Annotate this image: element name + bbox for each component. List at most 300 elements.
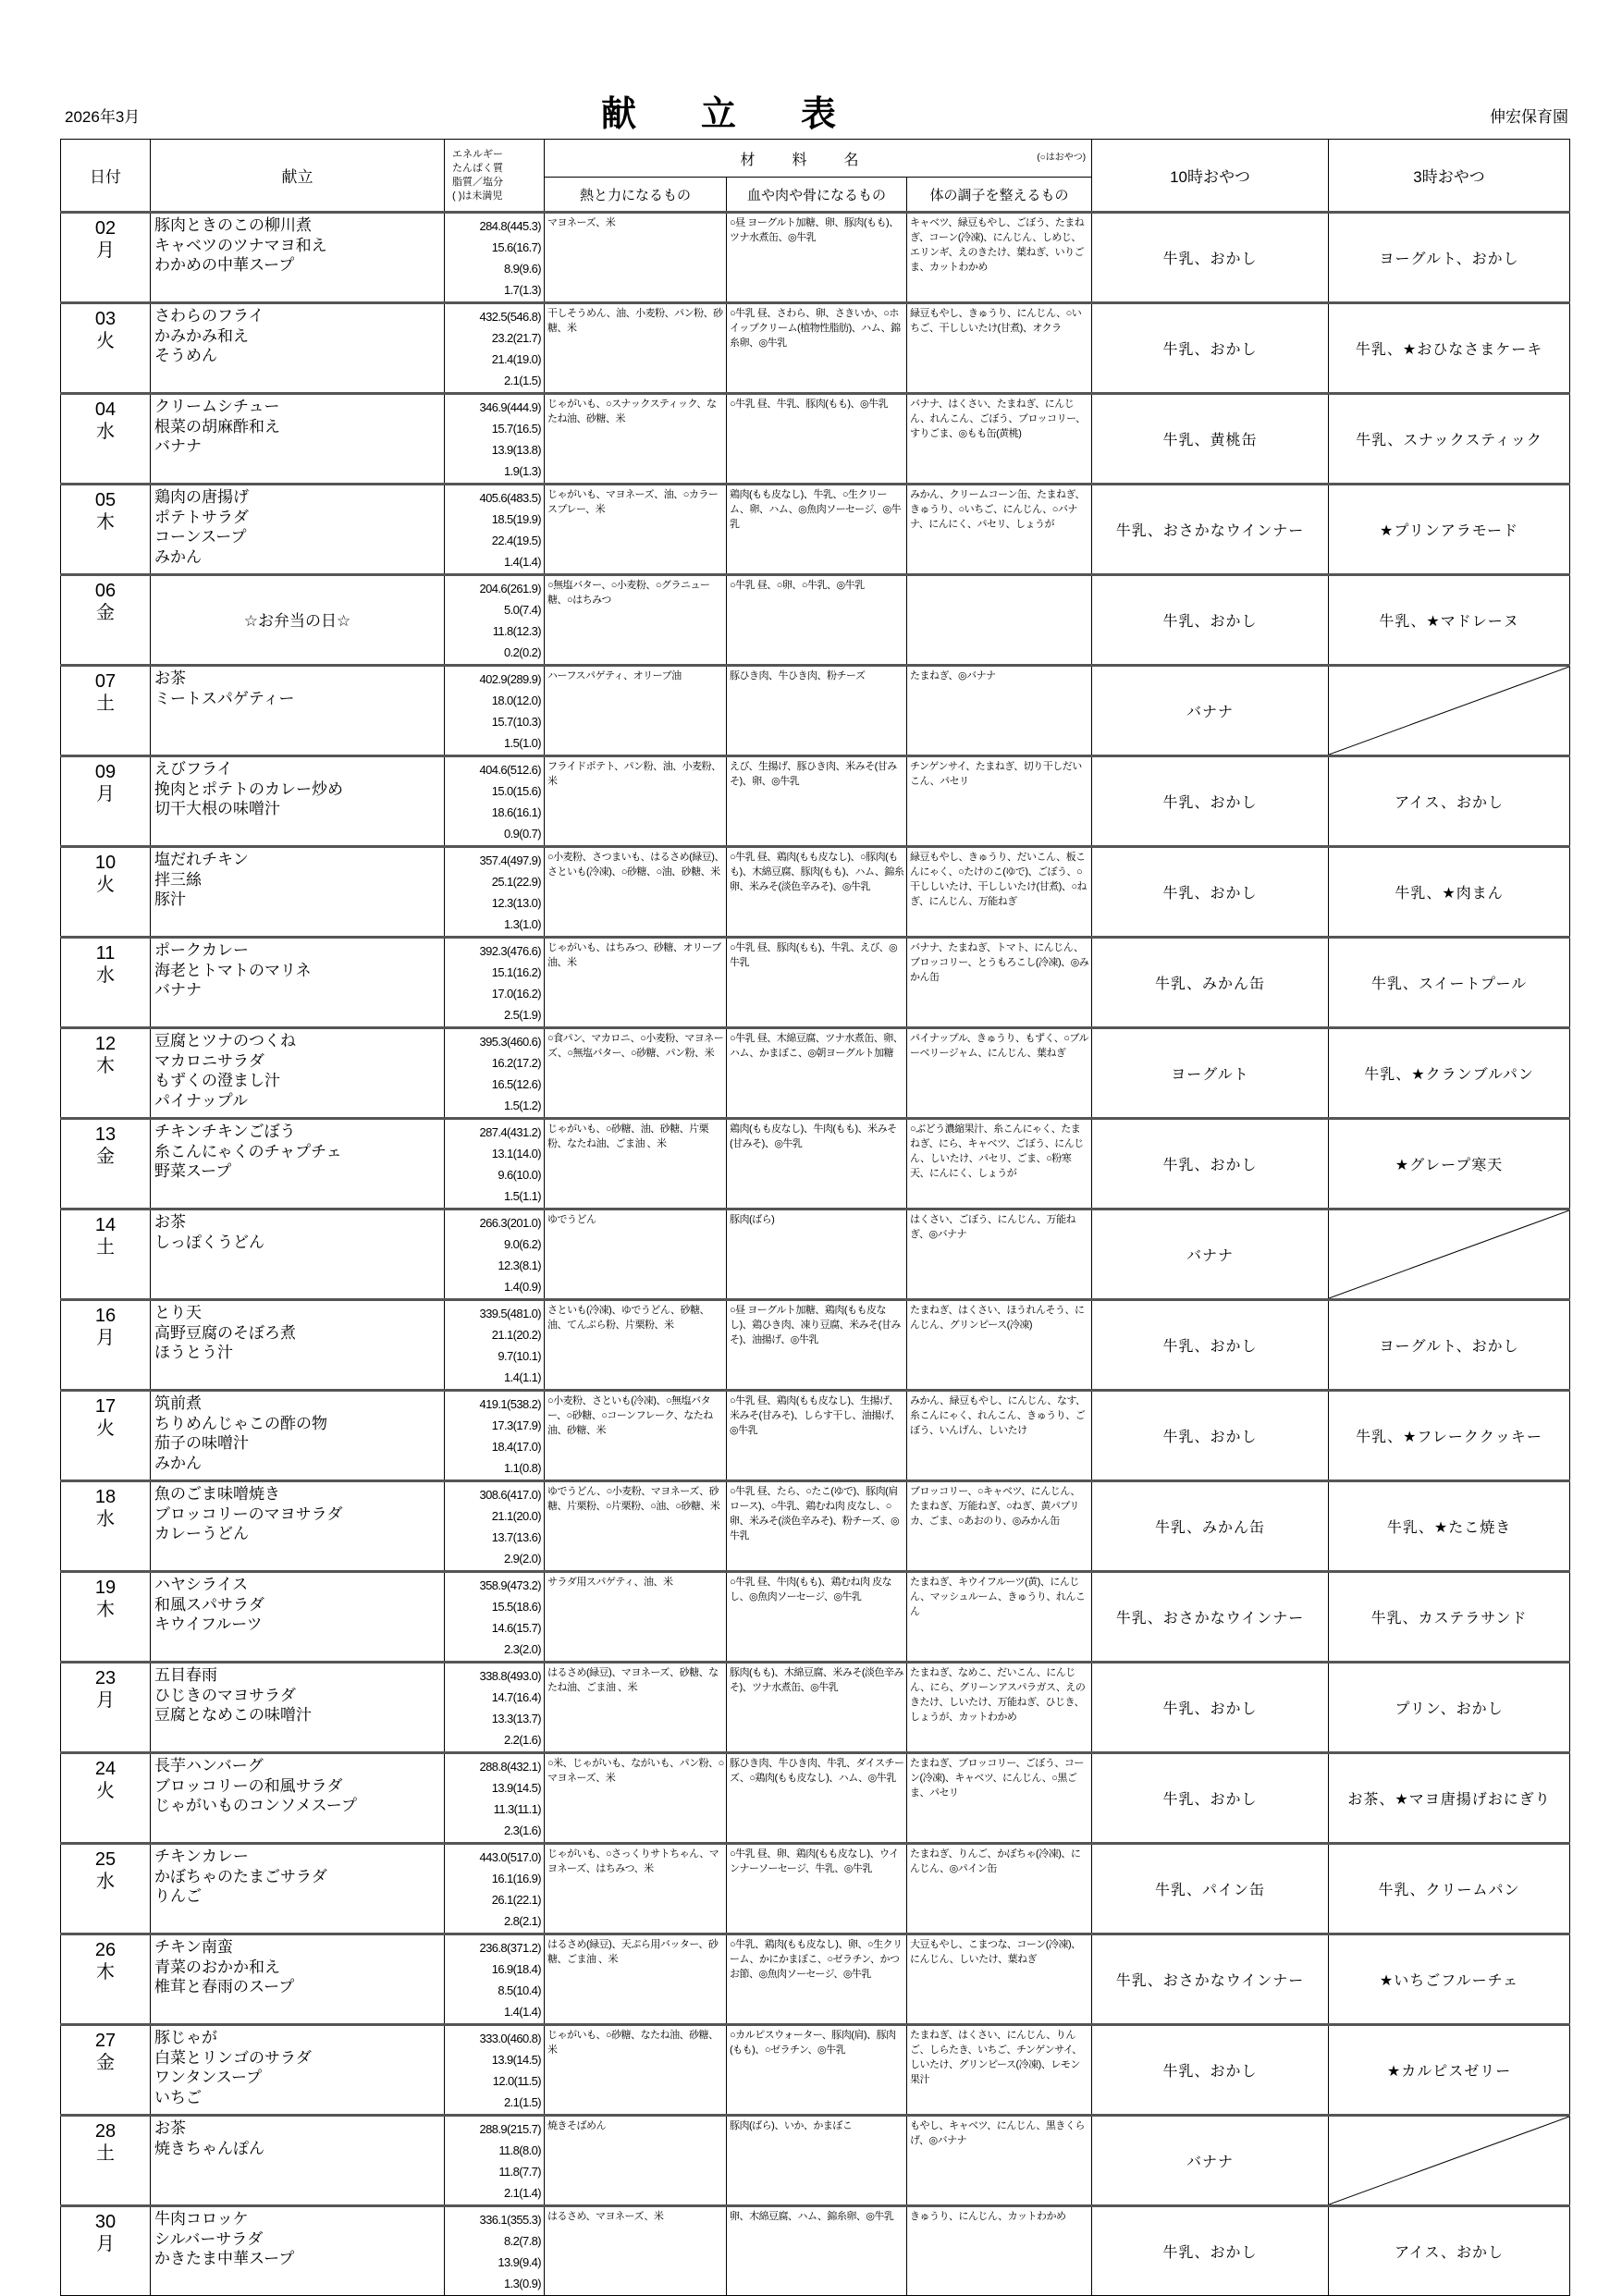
snack-pm: アイス、おかし xyxy=(1329,756,1570,847)
menu-item: 豆腐とツナのつくね xyxy=(154,1032,296,1050)
body-food-cell: 鶏肉(もも皮なし)、牛乳、○生クリーム、卵、ハム、◎魚肉ソーセージ、◎牛乳 xyxy=(727,485,907,575)
day-number: 26 xyxy=(94,1940,117,1960)
table-row xyxy=(61,1844,1570,1934)
menu-item: コーンスープ xyxy=(154,528,247,546)
regulate-food-cell: たまねぎ、ブロッコリー、ごぼう、コーン(冷凍)、キャベツ、にんじん、○黒ごま、パセリ xyxy=(907,1753,1092,1844)
menu-cell xyxy=(151,1481,445,1572)
table-row xyxy=(61,666,1570,756)
nutrition-cell xyxy=(445,1209,545,1300)
snack-am: 牛乳、みかん缶 xyxy=(1092,1481,1329,1572)
day-number: 06 xyxy=(94,581,117,601)
regulate-food-cell: 大豆もやし、こまつな、コーン(冷凍)、にんじん、しいたけ、葉ねぎ xyxy=(907,1934,1092,2025)
date-cell xyxy=(61,1663,151,1753)
menu-cell xyxy=(151,213,445,303)
menu-item: シルバーサラダ xyxy=(154,2229,264,2248)
header-regulate-food: 体の調子を整えるもの xyxy=(907,178,1092,213)
nutrition-value: 16.9(18.4) xyxy=(491,1962,541,1976)
menu-item: 高野豆腐のそぼろ煮 xyxy=(154,1323,296,1342)
menu-item: 焼きちゃんぽん xyxy=(154,2139,264,2157)
table-row xyxy=(61,1391,1570,1481)
menu-item: みかん xyxy=(154,547,202,566)
snack-am: 牛乳、おかし xyxy=(1092,1300,1329,1391)
menu-cell xyxy=(151,1300,445,1391)
menu-item: 塩だれチキン xyxy=(154,851,249,868)
nutrition-value: 284.8(445.3) xyxy=(479,219,541,233)
snack-pm: ヨーグルト、おかし xyxy=(1329,1300,1570,1391)
date-cell xyxy=(61,756,151,847)
day-number: 02 xyxy=(94,218,117,239)
day-of-week: 水 xyxy=(96,422,115,442)
nutrition-value: 21.4(19.0) xyxy=(491,352,541,366)
day-of-week: 月 xyxy=(96,240,115,261)
day-of-week: 月 xyxy=(96,1690,115,1711)
nutrition-cell xyxy=(445,1934,545,2025)
nutrition-value: 266.3(201.0) xyxy=(479,1216,541,1230)
nutrition-value: 18.6(16.1) xyxy=(491,805,541,819)
energy-food-cell: ゆでうどん、○小麦粉、マヨネーズ、砂糖、片栗粉、○片栗粉、○油、○砂糖、米 xyxy=(545,1481,727,1572)
menu-item: 白菜とリンゴのサラダ xyxy=(154,2048,312,2067)
nutrition-value: 13.9(13.8) xyxy=(491,443,541,457)
menu-item: もずくの澄まし汁 xyxy=(154,1072,280,1089)
menu-item: バナナ xyxy=(154,437,202,455)
table-row xyxy=(61,2116,1570,2206)
table-row xyxy=(61,1300,1570,1391)
menu-item: 茄子の味噌汁 xyxy=(154,1434,249,1452)
snack-am: 牛乳、パイン缶 xyxy=(1092,1844,1329,1934)
diagonal-line xyxy=(1329,2117,1569,2204)
body-food-cell: ○牛乳 昼、鶏肉(もも皮なし)、○豚肉(もも)、木綿豆腐、豚肉(もも)、ハム、錦糸卵、米みそ(淡色辛みそ)、◎牛乳 xyxy=(727,847,907,938)
menu-item: さわらのフライ xyxy=(154,307,264,325)
date-cell xyxy=(61,847,151,938)
nutrition-cell xyxy=(445,1663,545,1753)
menu-item: 切干大根の味噌汁 xyxy=(154,800,280,817)
date-cell xyxy=(61,1481,151,1572)
nutrition-cell xyxy=(445,303,545,394)
snack-am: 牛乳、おかし xyxy=(1092,575,1329,666)
menu-item: りんご xyxy=(154,1887,202,1905)
snack-am: バナナ xyxy=(1092,2116,1329,2206)
nutrition-value: 9.7(10.1) xyxy=(498,1349,541,1363)
day-of-week: 木 xyxy=(96,1962,115,1983)
snack-pm: 牛乳、★フレーククッキー xyxy=(1329,1391,1570,1481)
nutrition-value: 16.1(16.9) xyxy=(491,1872,541,1885)
menu-item: 椎茸と春雨のスープ xyxy=(154,1978,295,1995)
header-energy-line: ( )は未満児 xyxy=(452,190,503,202)
day-of-week: 土 xyxy=(96,694,115,714)
organization-name: 伸宏保育園 xyxy=(1490,108,1568,126)
nutrition-value: 2.1(1.4) xyxy=(503,2186,541,2200)
menu-cell xyxy=(151,1572,445,1663)
nutrition-value: 1.4(1.4) xyxy=(503,2005,541,2019)
menu-item: ほうとう汁 xyxy=(154,1344,233,1361)
body-food-cell: えび、生揚げ、豚ひき肉、米みそ(甘みそ)、卵、◎牛乳 xyxy=(727,756,907,847)
nutrition-value: 14.7(16.4) xyxy=(491,1690,541,1704)
snack-pm-none xyxy=(1329,2116,1570,2206)
bento-day-label: ☆お弁当の日☆ xyxy=(243,611,351,630)
page-title: 献立表 xyxy=(601,95,902,134)
menu-item: 野菜スープ xyxy=(154,1162,232,1180)
nutrition-value: 23.2(21.7) xyxy=(491,331,541,345)
menu-item: バナナ xyxy=(154,981,202,999)
menu-item: クリームシチュー xyxy=(154,398,280,415)
nutrition-value: 12.3(13.0) xyxy=(491,896,541,910)
day-number: 09 xyxy=(94,762,117,782)
table-row xyxy=(61,575,1570,666)
body-food-cell: ○昼 ヨーグルト加糖、卵、豚肉(もも)、ツナ水煮缶、◎牛乳 xyxy=(727,213,907,303)
snack-am: バナナ xyxy=(1092,666,1329,756)
nutrition-cell xyxy=(445,1391,545,1481)
snack-pm: お茶、★マヨ唐揚げおにぎり xyxy=(1329,1753,1570,1844)
energy-food-cell: 焼きそばめん xyxy=(545,2116,727,2206)
snack-am: 牛乳、おさかなウインナー xyxy=(1092,1934,1329,2025)
nutrition-cell xyxy=(445,1844,545,1934)
date-cell xyxy=(61,938,151,1028)
date-cell xyxy=(61,575,151,666)
table-row xyxy=(61,756,1570,847)
month-label: 2026年3月 xyxy=(65,108,141,126)
nutrition-value: 1.1(0.8) xyxy=(503,1461,541,1475)
nutrition-value: 338.8(493.0) xyxy=(479,1669,541,1683)
regulate-food-cell: みかん、クリームコーン缶、たまねぎ、きゅうり、○いちご、にんじん、○バナナ、にんにく、パセリ、しょうが xyxy=(907,485,1092,575)
header-menu: 献立 xyxy=(151,140,445,213)
nutrition-value: 404.6(512.6) xyxy=(479,763,541,777)
header-energy-line: 脂質／塩分 xyxy=(452,176,503,188)
menu-item: マカロニサラダ xyxy=(154,1051,264,1070)
energy-food-cell: はるさめ(緑豆)、天ぷら用バッター、砂糖、ごま油 、米 xyxy=(545,1934,727,2025)
snack-am: 牛乳、おかし xyxy=(1092,1119,1329,1209)
regulate-food-cell xyxy=(907,575,1092,666)
table-row xyxy=(61,1209,1570,1300)
regulate-food-cell: たまねぎ、りんご、かぼちゃ(冷凍)、にんじん、◎パイン缶 xyxy=(907,1844,1092,1934)
nutrition-cell xyxy=(445,666,545,756)
menu-item: 拌三絲 xyxy=(154,870,202,889)
day-of-week: 火 xyxy=(96,331,115,351)
menu-item: チキン南蛮 xyxy=(154,1938,233,1956)
date-cell xyxy=(61,1934,151,2025)
header-energy-food: 熱と力になるもの xyxy=(545,178,727,213)
snack-pm: ★グレープ寒天 xyxy=(1329,1119,1570,1209)
nutrition-value: 1.3(0.9) xyxy=(503,2277,541,2290)
energy-food-cell: さといも(冷凍)、ゆでうどん、砂糖、油、てんぷら粉、片栗粉、米 xyxy=(545,1300,727,1391)
nutrition-value: 2.1(1.5) xyxy=(503,374,541,387)
nutrition-value: 8.9(9.6) xyxy=(503,262,541,276)
day-number: 10 xyxy=(94,853,117,873)
regulate-food-cell: たまねぎ、なめこ、だいこん、にんじん、にら、グリーンアスパラガス、えのきたけ、しいたけ、万能ねぎ、ひじき、しょうが、カットわかめ xyxy=(907,1663,1092,1753)
menu-item: ハヤシライス xyxy=(154,1576,249,1593)
nutrition-value: 339.5(481.0) xyxy=(479,1307,541,1320)
snack-pm: ★いちごフルーチェ xyxy=(1329,1934,1570,2025)
day-number: 11 xyxy=(95,943,116,964)
snack-am: 牛乳、おかし xyxy=(1092,1663,1329,1753)
day-number: 14 xyxy=(94,1215,117,1235)
day-number: 25 xyxy=(94,1849,117,1870)
regulate-food-cell: バナナ、はくさい、たまねぎ、にんじん、れんこん、ごぼう、ブロッコリー、すりごま、◎もも缶(黄桃) xyxy=(907,394,1092,485)
body-food-cell: 豚ひき肉、牛ひき肉、粉チーズ xyxy=(727,666,907,756)
snack-am: ヨーグルト xyxy=(1092,1028,1329,1119)
nutrition-value: 1.9(1.3) xyxy=(503,464,541,478)
nutrition-value: 2.9(2.0) xyxy=(503,1552,541,1565)
day-number: 16 xyxy=(94,1306,117,1326)
regulate-food-cell: チンゲンサイ、たまねぎ、切り干しだいこん、パセリ xyxy=(907,756,1092,847)
menu-item: キャベツのツナマヨ和え xyxy=(154,236,327,254)
regulate-food-cell: バナナ、たまねぎ、トマト、にんじん、ブロッコリー、とうもろこし(冷凍)、◎みかん缶 xyxy=(907,938,1092,1028)
day-number: 17 xyxy=(94,1396,117,1417)
menu-item: ポークカレー xyxy=(154,941,249,959)
nutrition-value: 14.6(15.7) xyxy=(491,1621,541,1635)
menu-item: わかめの中華スープ xyxy=(154,256,295,274)
menu-item: 五目春雨 xyxy=(154,1666,217,1684)
regulate-food-cell: ブロッコリー、○キャベツ、にんじん、たまねぎ、万能ねぎ、○ねぎ、黄パプリカ、ごま、○あおのり、◎みかん缶 xyxy=(907,1481,1092,1572)
menu-item: 海老とトマトのマリネ xyxy=(154,961,312,979)
energy-food-cell: ○小麦粉、さといも(冷凍)、○無塩バター、○砂糖、○コーンフレーク、なたね油、砂糖、米 xyxy=(545,1391,727,1481)
day-number: 12 xyxy=(94,1034,117,1054)
menu-cell xyxy=(151,1934,445,2025)
day-of-week: 火 xyxy=(96,875,115,895)
body-food-cell: ○牛乳 昼、さわら、卵、さきいか、○ホイップクリーム(植物性脂肪)、ハム、錦糸卵、◎牛乳 xyxy=(727,303,907,394)
table-row xyxy=(61,394,1570,485)
regulate-food-cell: キャベツ、緑豆もやし、ごぼう、たまねぎ、コーン(冷凍)、にんじん、しめじ、エリンギ、えのきたけ、葉ねぎ、いりごま、カットわかめ xyxy=(907,213,1092,303)
materials-note: (○はおやつ) xyxy=(1037,153,1087,163)
date-cell xyxy=(61,1753,151,1844)
table-row xyxy=(61,847,1570,938)
day-of-week: 木 xyxy=(96,1600,115,1620)
snack-am: 牛乳、おかし xyxy=(1092,2206,1329,2296)
regulate-food-cell: たまねぎ、◎バナナ xyxy=(907,666,1092,756)
nutrition-value: 15.7(16.5) xyxy=(491,422,541,436)
regulate-food-cell: きゅうり、にんじん、カットわかめ xyxy=(907,2206,1092,2296)
nutrition-cell xyxy=(445,938,545,1028)
snack-am: 牛乳、おかし xyxy=(1092,2025,1329,2116)
nutrition-value: 16.5(12.6) xyxy=(491,1077,541,1091)
body-food-cell: 豚肉(もも)、木綿豆腐、米みそ(淡色辛みそ)、ツナ水煮缶、◎牛乳 xyxy=(727,1663,907,1753)
menu-cell xyxy=(151,756,445,847)
menu-item: かきたま中華スープ xyxy=(154,2250,295,2267)
nutrition-value: 8.2(7.8) xyxy=(503,2234,541,2248)
menu-cell xyxy=(151,847,445,938)
menu-item: 挽肉とポテトのカレー炒め xyxy=(154,780,343,798)
nutrition-value: 13.3(13.7) xyxy=(491,1712,541,1725)
nutrition-value: 336.1(355.3) xyxy=(479,2213,541,2227)
nutrition-value: 18.4(17.0) xyxy=(491,1440,541,1454)
nutrition-value: 26.1(22.1) xyxy=(491,1893,541,1907)
energy-food-cell: ○無塩バター、○小麦粉、○グラニュー糖、○はちみつ xyxy=(545,575,727,666)
menu-item: 魚のごま味噌焼き xyxy=(154,1485,280,1503)
regulate-food-cell: たまねぎ、キウイフルーツ(黄)、にんじん、マッシュルーム、きゅうり、れんこん xyxy=(907,1572,1092,1663)
nutrition-value: 308.6(417.0) xyxy=(479,1488,541,1502)
diagonal-line xyxy=(1329,667,1569,755)
nutrition-value: 18.5(19.9) xyxy=(491,512,541,526)
nutrition-value: 287.4(431.2) xyxy=(479,1125,541,1139)
date-cell xyxy=(61,2116,151,2206)
body-food-cell: 卵、木綿豆腐、ハム、錦糸卵、◎牛乳 xyxy=(727,2206,907,2296)
body-food-cell: 豚肉(ばら) xyxy=(727,1209,907,1300)
nutrition-value: 357.4(497.9) xyxy=(479,853,541,867)
date-cell xyxy=(61,485,151,575)
day-number: 23 xyxy=(94,1668,117,1688)
nutrition-value: 17.0(16.2) xyxy=(491,987,541,1001)
menu-item: ブロッコリーの和風サラダ xyxy=(154,1776,343,1795)
body-food-cell: ○牛乳 昼、卵、鶏肉(もも皮なし)、ウインナーソーセージ、牛乳、◎牛乳 xyxy=(727,1844,907,1934)
menu-cell xyxy=(151,1391,445,1481)
nutrition-value: 5.0(7.4) xyxy=(503,603,541,617)
nutrition-cell xyxy=(445,2206,545,2296)
nutrition-value: 21.1(20.0) xyxy=(491,1509,541,1523)
day-of-week: 水 xyxy=(96,1872,115,1892)
regulate-food-cell: ○ぶどう濃縮果汁、糸こんにゃく、たまねぎ、にら、キャベツ、ごぼう、にんじん、しいたけ、パセリ、ごま、○粉寒天、にんにく、しょうが xyxy=(907,1119,1092,1209)
day-number: 04 xyxy=(94,399,117,420)
nutrition-value: 392.3(476.6) xyxy=(479,944,541,958)
menu-item: 根菜の胡麻酢和え xyxy=(154,417,280,436)
nutrition-value: 0.2(0.2) xyxy=(503,645,541,659)
regulate-food-cell: もやし、キャベツ、にんじん、黒きくらげ、◎バナナ xyxy=(907,2116,1092,2206)
menu-item: かぼちゃのたまごサラダ xyxy=(154,1867,327,1885)
nutrition-cell xyxy=(445,1028,545,1119)
nutrition-value: 1.4(1.1) xyxy=(503,1370,541,1384)
menu-item: じゃがいものコンソメスープ xyxy=(154,1797,357,1814)
menu-item: そうめん xyxy=(154,347,217,364)
energy-food-cell: じゃがいも、○スナックスティック、なたね油、砂糖、米 xyxy=(545,394,727,485)
date-cell xyxy=(61,1844,151,1934)
menu-cell xyxy=(151,1028,445,1119)
nutrition-value: 2.2(1.6) xyxy=(503,1733,541,1747)
nutrition-value: 13.9(9.4) xyxy=(498,2255,541,2269)
body-food-cell: ○昼 ヨーグルト加糖、鶏肉(もも皮なし)、鶏ひき肉、凍り豆腐、米みそ(甘みそ)、油揚げ、◎牛乳 xyxy=(727,1300,907,1391)
nutrition-value: 15.0(15.6) xyxy=(491,784,541,798)
snack-am: 牛乳、おかし xyxy=(1092,303,1329,394)
energy-food-cell: 干しそうめん、油、小麦粉、パン粉、砂糖、米 xyxy=(545,303,727,394)
nutrition-cell xyxy=(445,1481,545,1572)
table-row xyxy=(61,1481,1570,1572)
nutrition-cell xyxy=(445,394,545,485)
regulate-food-cell: 緑豆もやし、きゅうり、だいこん、板こんにゃく、○たけのこ(ゆで)、ごぼう、○干ししいたけ、干ししいたけ(甘煮)、○ねぎ、にんじん、万能ねぎ xyxy=(907,847,1092,938)
nutrition-value: 443.0(517.0) xyxy=(479,1850,541,1864)
menu-item: カレーうどん xyxy=(154,1525,249,1542)
nutrition-value: 9.0(6.2) xyxy=(503,1237,541,1251)
snack-am: 牛乳、みかん缶 xyxy=(1092,938,1329,1028)
day-of-week: 火 xyxy=(96,1418,115,1439)
date-cell xyxy=(61,1209,151,1300)
menu-item: とり天 xyxy=(154,1304,202,1321)
energy-food-cell: じゃがいも、マヨネーズ、油、○カラースプレー、米 xyxy=(545,485,727,575)
day-of-week: 金 xyxy=(96,603,115,623)
snack-pm: 牛乳、スナックスティック xyxy=(1329,394,1570,485)
menu-item: みかん xyxy=(154,1454,202,1472)
header-snack-am: 10時おやつ xyxy=(1092,140,1329,213)
menu-cell xyxy=(151,2206,445,2296)
nutrition-value: 16.2(17.2) xyxy=(491,1056,541,1070)
header-nutrition xyxy=(445,140,545,213)
menu-item: キウイフルーツ xyxy=(154,1615,263,1633)
energy-food-cell: じゃがいも、○さっくりサトちゃん、マヨネーズ、はちみつ、米 xyxy=(545,1844,727,1934)
menu-item: しっぽくうどん xyxy=(154,1233,264,1251)
nutrition-cell xyxy=(445,847,545,938)
nutrition-value: 1.7(1.3) xyxy=(503,283,541,297)
nutrition-cell xyxy=(445,485,545,575)
nutrition-cell xyxy=(445,1119,545,1209)
nutrition-value: 15.5(18.6) xyxy=(491,1600,541,1614)
body-food-cell: 豚肉(ばら)、いか、かまぼこ xyxy=(727,2116,907,2206)
menu-item: 豚汁 xyxy=(154,890,186,908)
table-row xyxy=(61,1572,1570,1663)
nutrition-value: 13.7(13.6) xyxy=(491,1530,541,1544)
nutrition-cell xyxy=(445,2025,545,2116)
day-number: 07 xyxy=(94,671,117,692)
diagonal-line xyxy=(1329,1210,1569,1298)
energy-food-cell: はるさめ(緑豆)、マヨネーズ、砂糖、なたね油、ごま油 、米 xyxy=(545,1663,727,1753)
menu-cell xyxy=(151,1753,445,1844)
menu-item: ちりめんじゃこの酢の物 xyxy=(154,1414,327,1432)
header-body-food: 血や肉や骨になるもの xyxy=(727,178,907,213)
date-cell xyxy=(61,2206,151,2296)
nutrition-cell xyxy=(445,213,545,303)
nutrition-value: 12.3(8.1) xyxy=(498,1259,541,1272)
nutrition-value: 13.9(14.5) xyxy=(491,1781,541,1795)
snack-pm: 牛乳、スイートプール xyxy=(1329,938,1570,1028)
nutrition-value: 288.8(432.1) xyxy=(479,1760,541,1774)
nutrition-value: 432.5(546.8) xyxy=(479,310,541,324)
header-materials xyxy=(545,140,1092,178)
energy-food-cell: じゃがいも、はちみつ、砂糖、オリーブ油、米 xyxy=(545,938,727,1028)
menu-item: ブロッコリーのマヨサラダ xyxy=(154,1504,343,1523)
menu-item: かみかみ和え xyxy=(154,326,249,345)
menu-item: いちご xyxy=(154,2088,202,2106)
body-food-cell: ○カルピスウォーター、豚肉(肩)、豚肉(もも)、○ゼラチン、◎牛乳 xyxy=(727,2025,907,2116)
day-of-week: 水 xyxy=(96,965,115,986)
snack-pm: アイス、おかし xyxy=(1329,2206,1570,2296)
table-row xyxy=(61,1028,1570,1119)
snack-am: 牛乳、おかし xyxy=(1092,847,1329,938)
menu-item: 筑前煮 xyxy=(154,1394,202,1412)
menu-item: 豆腐となめこの味噌汁 xyxy=(154,1706,312,1724)
body-food-cell: ○牛乳 昼、たら、○たこ(ゆで)、豚肉(肩ロース)、○牛乳、鶏むね肉 皮なし、○卵、米みそ(淡色辛みそ)、粉チーズ、◎牛乳 xyxy=(727,1481,907,1572)
snack-am: 牛乳、おかし xyxy=(1092,1391,1329,1481)
day-of-week: 月 xyxy=(96,1328,115,1348)
nutrition-value: 1.5(1.1) xyxy=(503,1189,541,1203)
nutrition-value: 13.1(14.0) xyxy=(491,1147,541,1160)
nutrition-cell xyxy=(445,575,545,666)
day-number: 03 xyxy=(94,309,117,329)
nutrition-value: 288.9(215.7) xyxy=(479,2122,541,2136)
table-row xyxy=(61,485,1570,575)
body-food-cell: ○牛乳 昼、牛肉(もも)、鶏むね肉 皮なし、◎魚肉ソーセージ、◎牛乳 xyxy=(727,1572,907,1663)
menu-cell xyxy=(151,394,445,485)
day-number: 05 xyxy=(94,490,117,510)
menu-item: 鶏肉の唐揚げ xyxy=(154,488,249,506)
day-number: 30 xyxy=(94,2212,117,2232)
date-cell xyxy=(61,666,151,756)
date-cell xyxy=(61,213,151,303)
nutrition-value: 11.8(8.0) xyxy=(498,2143,541,2157)
menu-item: えびフライ xyxy=(154,760,233,778)
nutrition-value: 17.3(17.9) xyxy=(491,1418,541,1432)
energy-food-cell: ゆでうどん xyxy=(545,1209,727,1300)
day-of-week: 土 xyxy=(96,2143,115,2164)
day-of-week: 月 xyxy=(96,784,115,804)
snack-pm: プリン、おかし xyxy=(1329,1663,1570,1753)
menu-item: 青菜のおかか和え xyxy=(154,1958,280,1976)
body-food-cell: 豚ひき肉、牛ひき肉、牛乳、ダイスチーズ、○鶏肉(もも皮なし)、ハム、◎牛乳 xyxy=(727,1753,907,1844)
nutrition-cell xyxy=(445,1300,545,1391)
nutrition-value: 11.8(7.7) xyxy=(498,2165,541,2179)
snack-am: 牛乳、おかし xyxy=(1092,213,1329,303)
nutrition-value: 2.5(1.9) xyxy=(503,1008,541,1022)
menu-cell xyxy=(151,938,445,1028)
nutrition-value: 1.4(1.4) xyxy=(503,555,541,569)
energy-food-cell: ○米、じゃがいも、ながいも、パン粉、○マヨネーズ、米 xyxy=(545,1753,727,1844)
menu-cell xyxy=(151,2025,445,2116)
day-of-week: 木 xyxy=(96,512,115,533)
date-cell xyxy=(61,1028,151,1119)
